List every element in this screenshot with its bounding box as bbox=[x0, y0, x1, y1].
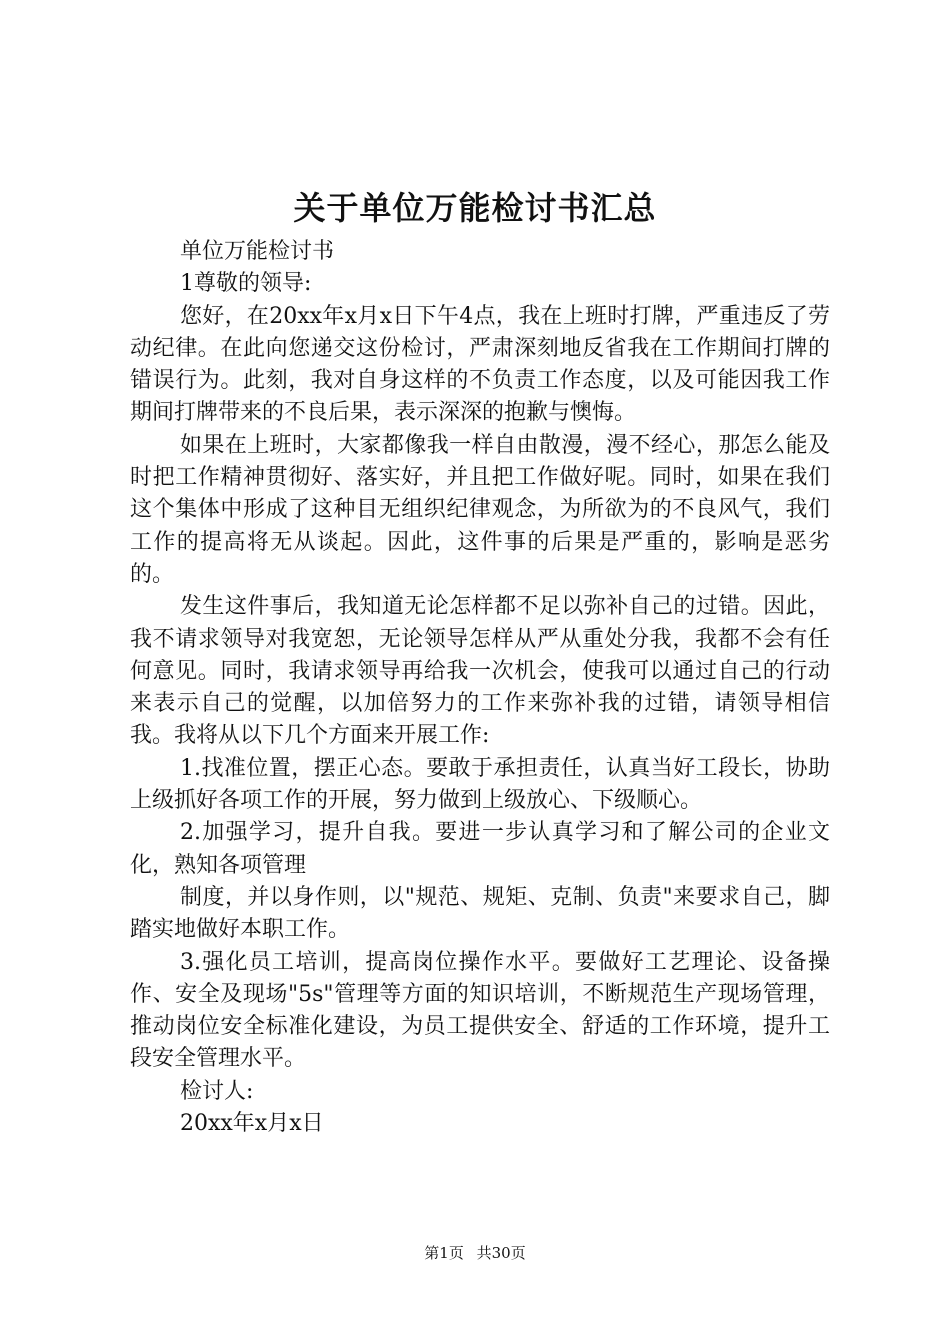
page-number: 第1页 bbox=[424, 1244, 464, 1262]
page-footer bbox=[0, 1243, 950, 1263]
date-line: 20xx年x月x日 bbox=[180, 1111, 324, 1137]
paragraph: 如果在上班时，大家都像我一样自由散漫，漫不经心，那怎么能及时把工作精神贯彻好、落实好，并且把工作做好呢。同时，如果在我们这个集体中形成了这种目无组织纪律观念，为所欲为的不良风气，我们工作的提高将无从谈起。因此，这件事的后果是严重的，影响是恶劣的。 bbox=[130, 432, 830, 587]
paragraph-salutation: 1尊敬的领导: bbox=[180, 271, 312, 297]
paragraph-heading: 单位万能检讨书 bbox=[180, 239, 335, 264]
list-item: 1.找准位置，摆正心态。要敢于承担责任，认真当好工段长，协助上级抓好各项工作的开展，努力做到上级放心、下级顺心。 bbox=[130, 755, 830, 814]
paragraph: 制度，并以身作则，以"规范、规矩、克制、负责"来要求自己，脚踏实地做好本职工作。 bbox=[130, 884, 830, 943]
list-item: 3.强化员工培训，提高岗位操作水平。要做好工艺理论、设备操作、安全及现场"5s"管理等方面的知识培训，不断规范生产现场管理，推动岗位安全标准化建设，为员工提供安全、舒适的工作环境，提升工段安全管理水平。 bbox=[130, 949, 830, 1072]
document-body bbox=[130, 236, 830, 1140]
paragraph: 您好，在20xx年x月x日下午4点，我在上班时打牌，严重违反了劳动纪律。在此向您递交这份检讨，严肃深刻地反省我在工作期间打牌的错误行为。此刻，我对自身这样的不负责工作态度，以及可能因我工作期间打牌带来的不良后果，表示深深的抱歉与懊悔。 bbox=[130, 303, 830, 426]
signature-label: 检讨人: bbox=[180, 1078, 254, 1104]
paragraph: 发生这件事后，我知道无论怎样都不足以弥补自己的过错。因此，我不请求领导对我宽恕，无论领导怎样从严从重处分我，我都不会有任何意见。同时，我请求领导再给我一次机会，使我可以通过自己的行动来表示自己的觉醒，以加倍努力的工作来弥补我的过错，请领导相信我。我将从以下几个方面来开展工作: bbox=[130, 594, 830, 749]
document-title: 关于单位万能检讨书汇总 bbox=[293, 189, 657, 227]
page-total: 共30页 bbox=[476, 1244, 526, 1262]
list-item: 2.加强学习，提升自我。要进一步认真学习和了解公司的企业文化，熟知各项管理 bbox=[130, 820, 830, 878]
